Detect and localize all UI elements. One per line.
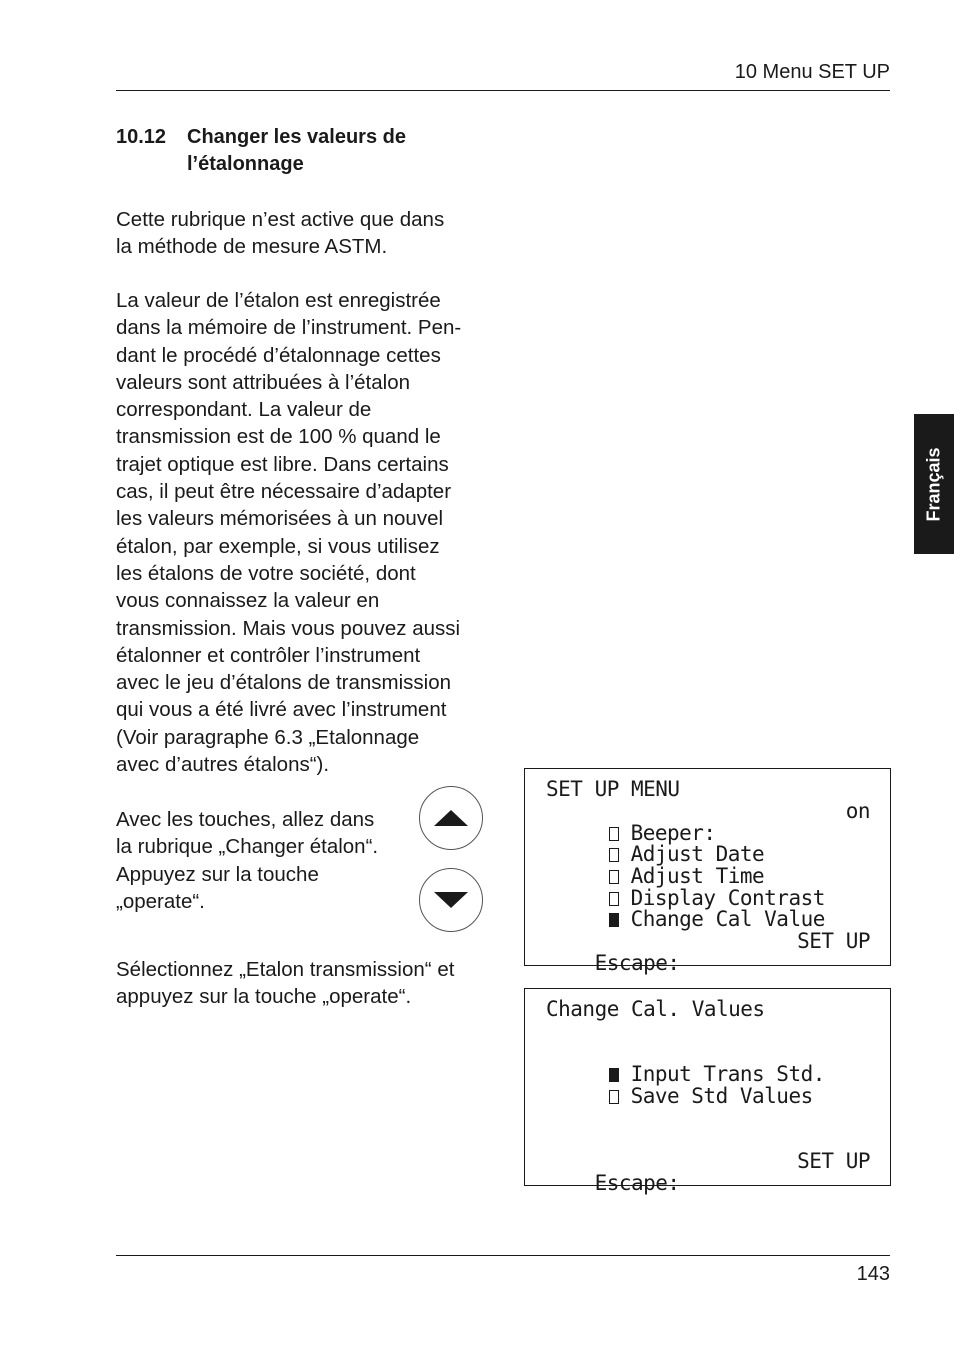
setup-menu-screen [524, 768, 891, 975]
header-rule [116, 90, 890, 91]
language-tab [914, 414, 954, 554]
menu-item-label: Change Cal Value [630, 907, 825, 931]
triangle-up-icon [434, 810, 468, 826]
paragraph-select-standard: Sélectionnez „Etalon transmission“ et appuyez sur la touche „operate“. [116, 958, 455, 1009]
footer-rule [116, 1255, 890, 1256]
menu-item-input-trans-std [546, 1041, 870, 1086]
section-number: 10.12 [116, 126, 167, 148]
menu-item-beeper [546, 799, 870, 845]
section-title: Changer les valeurs de l’étalonnage [187, 126, 406, 175]
menu-item-label: Display Contrast [630, 886, 825, 910]
checkbox-filled-icon [609, 913, 619, 927]
beeper-value: on [845, 799, 870, 823]
setup-softkey-label: SET UP [797, 1149, 870, 1173]
screen-title: SET UP MENU [546, 777, 680, 801]
menu-item-label: Adjust Date [630, 842, 765, 866]
page-number: 143 [856, 1263, 890, 1285]
menu-item-adjust-date [546, 821, 870, 866]
chapter-header: 10 Menu SET UP [734, 61, 890, 83]
screen-footer [546, 929, 870, 975]
setup-softkey-label: SET UP [797, 929, 870, 953]
paragraph-calibration-info: La valeur de l’étalon est enregistrée dans la mémoire de l’instrument. Pen- dant le procédé d’étalonnage cettes valeurs sont attribuées à l’étalon correspondant. La valeur de transmission est de 100 % quand le trajet optique est libre. Dans certains cas, il peut être nécessaire d’adapter les valeurs mémorisées à un nouvel étalon, par exemple, si vous utilisez les étalons de votre société, dont vous connaissez la valeur en transmission. Mais vous pouvez aussi étalonner et contrôler l’instrument avec le jeu d’étalons de transmission qui vous a été livré avec l’instrument (Voir paragraphe 6.3 „Etalonnage avec d’autres étalons“). [116, 289, 462, 777]
menu-item-save-std-values [546, 1063, 870, 1108]
menu-item-adjust-time [546, 843, 870, 888]
escape-label: Escape: [594, 951, 680, 975]
menu-item-label: Beeper: [630, 821, 716, 845]
paragraph-navigate-keys: Avec les touches, allez dans la rubrique „Changer étalon“. Appuyez sur la touche „operate“. [116, 808, 379, 913]
section-heading [116, 124, 516, 178]
language-label: Français [923, 446, 944, 522]
up-arrow-key [419, 786, 483, 850]
menu-item-label: Save Std Values [630, 1084, 813, 1108]
menu-item-display-contrast [546, 865, 870, 910]
screen-title: Change Cal. Values [546, 997, 765, 1021]
triangle-down-icon [434, 892, 468, 908]
menu-item-label: Adjust Time [630, 864, 765, 888]
screen-footer [546, 1149, 870, 1195]
down-arrow-key [419, 868, 483, 932]
paragraph-intro: Cette rubrique n’est active que dans la méthode de mesure ASTM. [116, 208, 445, 259]
escape-label: Escape: [594, 1171, 680, 1195]
menu-item-label: Input Trans Std. [630, 1062, 825, 1086]
checkbox-empty-icon [609, 1090, 619, 1104]
change-cal-values-screen [524, 988, 891, 1195]
menu-item-change-cal-value [546, 886, 870, 931]
